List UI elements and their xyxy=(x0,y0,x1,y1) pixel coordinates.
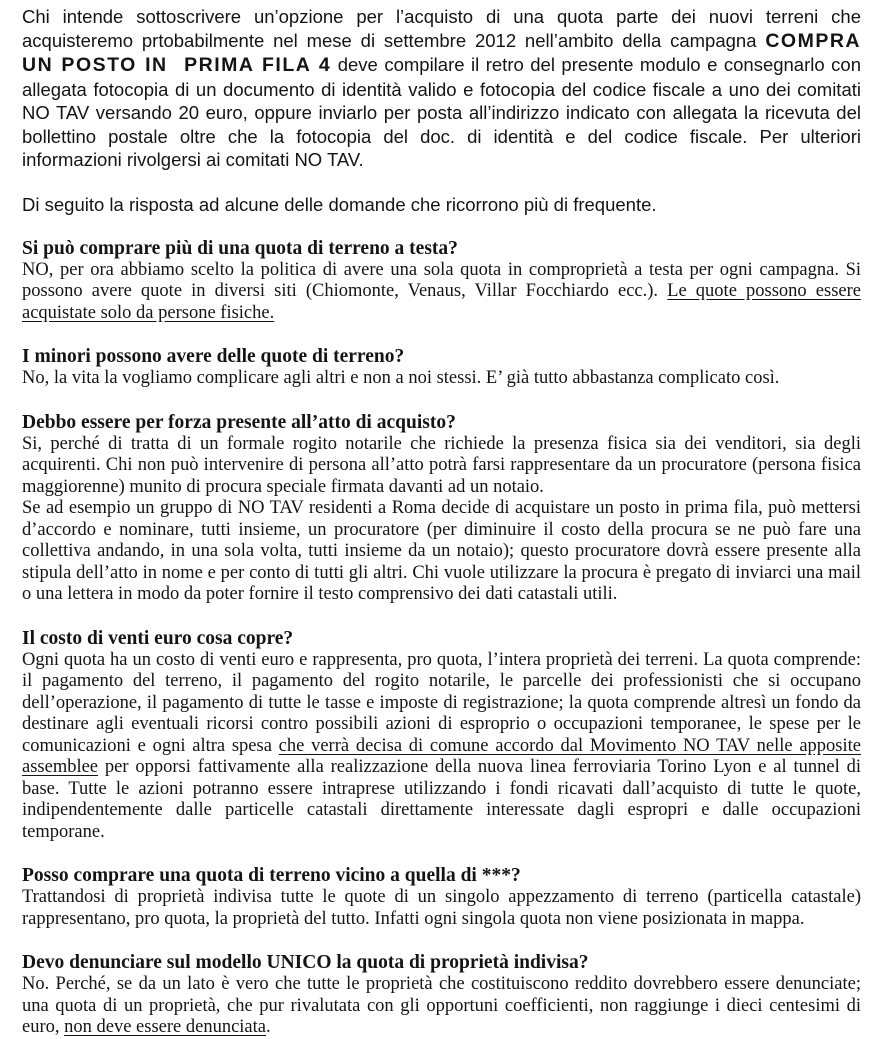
answer-text: No, la vita la vogliamo complicare agli altri e non a noi stessi. E’ già tutto abbastanza complicato così. xyxy=(22,368,780,388)
faq-item xyxy=(22,345,861,390)
faq-item xyxy=(22,411,861,606)
answer-text: NO, per ora abbiamo scelto la politica di avere una sola quota in comproprietà a testa per ogni campagna. Si possono avere quote in diversi siti (Chiomonte, Venaus, Villar Focchiardo ecc.). xyxy=(22,259,861,301)
intro-paragraph xyxy=(22,5,868,172)
answer-text: Ogni quota ha un costo di venti euro e rappresenta, pro quota, l’intera proprietà dei terreni. La quota comprende: il pagamento del terreno, il pagamento del rogito notarile, le parcelle dei professionisti che si occupano dell’operazione, il pagamento di tutte le tasse e imposte di registrazione; la quota comprende altresì un fondo da destinare agli eventuali ricorsi contro possibili azioni di esproprio o occupazioni temporanee, le spese per le comunicazioni e ogni altra spesa xyxy=(22,649,861,756)
faq-intro-line: Di seguito la risposta ad alcune delle domande che ricorrono più di frequente. xyxy=(22,193,657,215)
intro-text-pre: Chi intende sottoscrivere un’opzione per l’acquisto di una quota parte dei nuovi terreni che acquisteremo prtobabilmente nel mese di settembre 2012 nell’ambito della campagna xyxy=(22,6,861,51)
answer-text: Trattandosi di proprietà indivisa tutte le quote di un singolo appezzamento di terreno (particella catastale) rappresentano, pro quota, la proprietà del tutto. Infatti ogni singola quota non viene posizionata in mappa. xyxy=(22,887,861,929)
faq-answer xyxy=(22,650,861,844)
faq-answer xyxy=(22,887,861,930)
answer-text: . xyxy=(266,1017,271,1037)
answer-text: Si, perché di tratta di un formale rogito notarile che richiede la presenza fisica sia dei venditori, sia degli acquirenti. Chi non può intervenire di persona all’atto potrà farsi rappresentare da un procuratore (persona fisica maggiorenne) munito di procura speciale firmata davanti ad un notaio. xyxy=(22,433,861,497)
underlined-text: Le quote possono essere acquistate solo da persone fisiche. xyxy=(22,281,861,323)
faq-answer xyxy=(22,368,861,390)
faq-item xyxy=(22,951,861,1039)
faq-question: Si può comprare più di una quota di terreno a testa? xyxy=(22,237,458,259)
faq-answer xyxy=(22,974,861,1039)
faq-answer xyxy=(22,260,861,325)
answer-text: per opporsi fattivamente alla realizzazione della nuova linea ferroviaria Torino Lyon e al tunnel di base. Tutte le azioni potranno essere intraprese utilizzando i fondi ricavati dall’acquisto di tutte le quote, indipendentemente dalle particelle catastali direttamente interessate dagli espropri e dalle occupazioni temporane. xyxy=(22,757,861,842)
faq-list xyxy=(22,237,861,1039)
answer-text: Se ad esempio un gruppo di NO TAV residenti a Roma decide di acquistare un posto in prima fila, può mettersi d’accordo e nominare, tutti insieme, un procuratore (per diminuire il costo della procura se ne può fare una collettiva andando, in una sola volta, tutti insieme da un notaio); questo procuratore dovrà essere presente alla stipula dell’atto in nome e per conto di tutti gli altri. Chi vuole utilizzare la procura è pregato di inviarci una mail o una lettera in modo da poter fornire il testo comprensivo dei dati catastali utili. xyxy=(22,498,861,604)
faq-question: Devo denunciare sul modello UNICO la quota di proprietà indivisa? xyxy=(22,952,589,973)
intro-text-post: deve compilare il retro del presente modulo e consegnarlo con allegata fotocopia di un documento di identità valido e fotocopia del codice fiscale a uno dei comitati NO TAV versando 20 euro, oppure inviarlo per posta all’indirizzo indicato con allegata la ricevuta del bollettino postale oltre che la fotocopia del doc. di identità e del codice fiscale. Per ulteriori informazioni rivolgersi ai comitati NO TAV. xyxy=(22,54,861,170)
faq-item xyxy=(22,864,861,930)
campaign-title: COMPRA UN POSTO IN PRIMA FILA 4 xyxy=(22,29,868,76)
underlined-text: non deve essere denunciata xyxy=(64,1017,266,1037)
faq-question: I minori possono avere delle quote di terreno? xyxy=(22,346,405,367)
faq-question: Debbo essere per forza presente all’atto di acquisto? xyxy=(22,411,456,433)
faq-question: Posso comprare una quota di terreno vicino a quella di ***? xyxy=(22,865,521,886)
faq-answer xyxy=(22,434,861,499)
answer-text: No. Perché, se da un lato è vero che tutte le proprietà che costituiscono reddito dovrebbero essere denunciate; una quota di un proprietà, che pur rivalutata con gli opportuni coefficienti, non raggiunge i dieci centesimi di euro, xyxy=(22,974,861,1037)
faq-item xyxy=(22,237,861,325)
faq-answer xyxy=(22,498,861,606)
faq-question: Il costo di venti euro cosa copre? xyxy=(22,627,294,649)
faq-item xyxy=(22,627,861,844)
underlined-text: che verrà decisa di comune accordo dal Movimento NO TAV nelle apposite assemblee xyxy=(22,735,861,777)
